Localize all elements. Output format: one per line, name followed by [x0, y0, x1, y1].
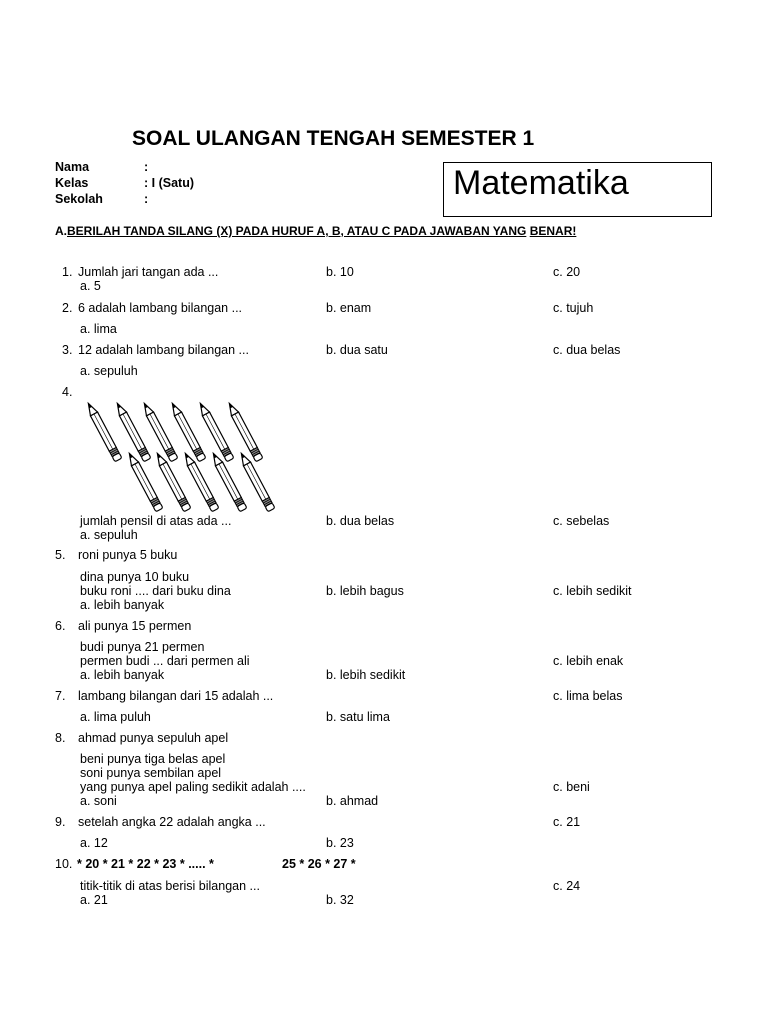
- subject-title: Matematika: [453, 164, 629, 202]
- question-3-option-c: c. dua belas: [553, 343, 621, 357]
- question-2-number: 2.: [62, 301, 73, 315]
- question-10-option-b: b. 32: [326, 893, 354, 907]
- question-3-number: 3.: [62, 343, 73, 357]
- instruction-prefix: A.: [55, 224, 67, 238]
- question-10-option-c: c. 24: [553, 879, 581, 893]
- field-value-kelas: : I (Satu): [144, 176, 194, 190]
- question-6-line-1: ali punya 15 permen: [78, 619, 192, 633]
- question-7-option-c: c. lima belas: [553, 689, 623, 703]
- question-6-number: 6.: [55, 619, 66, 633]
- field-label-kelas: Kelas: [55, 176, 89, 190]
- question-8-number: 8.: [55, 731, 66, 745]
- question-1-number: 1.: [62, 265, 73, 279]
- question-4-option-a: a. sepuluh: [80, 528, 138, 542]
- question-10-line-1: titik-titik di atas berisi bilangan ...: [80, 879, 260, 893]
- question-8-line-4: yang punya apel paling sedikit adalah ....: [80, 780, 306, 794]
- question-7-number: 7.: [55, 689, 66, 703]
- question-2-option-b: b. enam: [326, 301, 372, 315]
- question-8-option-b: b. ahmad: [326, 794, 379, 808]
- question-3-option-a: a. sepuluh: [80, 364, 138, 378]
- question-4-option-b: b. dua belas: [326, 514, 395, 528]
- question-1-option-b: b. 10: [326, 265, 354, 279]
- question-2-option-c: c. tujuh: [553, 301, 594, 315]
- question-7-option-a: a. lima puluh: [80, 710, 151, 724]
- instruction-last: BENAR!: [529, 224, 577, 238]
- question-4-option-c: c. sebelas: [553, 514, 610, 528]
- instruction: [55, 224, 576, 238]
- question-5-number: 5.: [55, 548, 66, 562]
- question-5-line-1: roni punya 5 buku: [78, 548, 178, 562]
- question-10-sequence-part-1: * 20 * 21 * 22 * 23 * ..... *: [77, 857, 214, 871]
- question-8-line-1: ahmad punya sepuluh apel: [78, 731, 229, 745]
- page-title: SOAL ULANGAN TENGAH SEMESTER 1: [132, 127, 535, 150]
- question-6-option-b: b. lebih sedikit: [326, 668, 406, 682]
- question-5-line-3: buku roni .... dari buku dina: [80, 584, 231, 598]
- question-5-option-a: a. lebih banyak: [80, 598, 165, 612]
- question-5-option-c: c. lebih sedikit: [553, 584, 632, 598]
- question-5-line-2: dina punya 10 buku: [80, 570, 190, 584]
- question-3-text: 12 adalah lambang bilangan ...: [78, 343, 249, 357]
- question-1-option-a: a. 5: [80, 279, 101, 293]
- field-value-sekolah: :: [144, 192, 149, 206]
- question-6-option-a: a. lebih banyak: [80, 668, 165, 682]
- question-7-line-1: lambang bilangan dari 15 adalah ...: [78, 689, 274, 703]
- question-10-sequence-part-2: 25 * 26 * 27 *: [282, 857, 356, 871]
- pencils-image: [84, 398, 284, 513]
- question-6-option-c: c. lebih enak: [553, 654, 624, 668]
- field-label-sekolah: Sekolah: [55, 192, 103, 206]
- question-2-option-a: a. lima: [80, 322, 117, 336]
- question-6-line-3: permen budi ... dari permen ali: [80, 654, 250, 668]
- question-8-option-a: a. soni: [80, 794, 117, 808]
- question-3-option-b: b. dua satu: [326, 343, 388, 357]
- question-4-number: 4.: [62, 385, 73, 399]
- question-8-option-c: c. beni: [553, 780, 590, 794]
- question-4-text: jumlah pensil di atas ada ...: [80, 514, 232, 528]
- question-6-line-2: budi punya 21 permen: [80, 640, 205, 654]
- question-8-line-3: soni punya sembilan apel: [80, 766, 222, 780]
- question-10-option-a: a. 21: [80, 893, 108, 907]
- pencil-icon: [85, 402, 122, 462]
- question-10-number: 10.: [55, 857, 73, 871]
- question-9-option-a: a. 12: [80, 836, 108, 850]
- question-7-option-b: b. satu lima: [326, 710, 390, 724]
- question-9-line-1: setelah angka 22 adalah angka ...: [78, 815, 266, 829]
- question-9-option-b: b. 23: [326, 836, 354, 850]
- question-9-number: 9.: [55, 815, 66, 829]
- question-8-line-2: beni punya tiga belas apel: [80, 752, 226, 766]
- field-label-nama: Nama: [55, 160, 90, 174]
- field-value-nama: :: [144, 160, 149, 174]
- question-2-text: 6 adalah lambang bilangan ...: [78, 301, 243, 315]
- instruction-main: BERILAH TANDA SILANG (X) PADA HURUF A, B, ATAU C PADA JAWABAN YANG: [67, 224, 527, 238]
- question-9-option-c: c. 21: [553, 815, 581, 829]
- subject-box: [443, 162, 712, 217]
- question-1-option-c: c. 20: [553, 265, 581, 279]
- question-1-text: Jumlah jari tangan ada ...: [78, 265, 219, 279]
- question-5-option-b: b. lebih bagus: [326, 584, 404, 598]
